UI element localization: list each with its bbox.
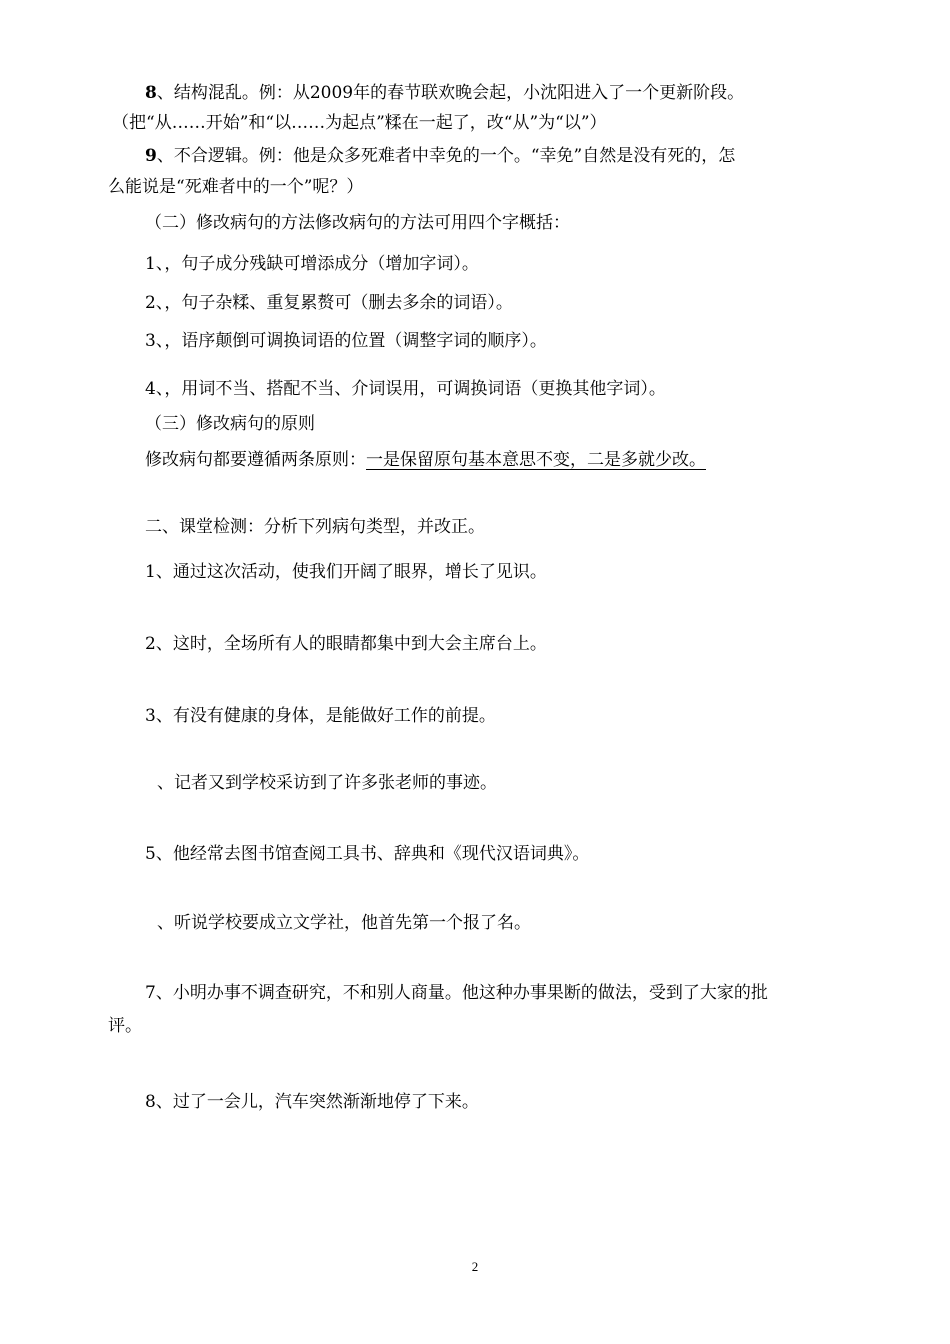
principles-heading: （三）修改病句的原则 [145, 414, 315, 434]
error-type-9 [145, 141, 735, 171]
exercise-item: 2、这时，全场所有人的眼睛都集中到大会主席台上。 [145, 634, 547, 654]
exercise-item: 3、有没有健康的身体，是能做好工作的前提。 [145, 706, 496, 726]
exercise-item: 7、小明办事不调查研究，不和别人商量。他这种办事果断的做法，受到了大家的批 [145, 983, 768, 1003]
exercise-item-continued: 评。 [108, 1016, 142, 1036]
method-item: 1、，句子成分残缺可增添成分（增加字词）。 [145, 254, 479, 274]
exercise-item: 1、通过这次活动，使我们开阔了眼界，增长了见识。 [145, 562, 547, 582]
error-type-9-text: 、不合逻辑。例：他是众多死难者中幸免的一个。“幸免”自然是没有死的，怎 [156, 146, 736, 166]
error-type-8-text: 、结构混乱。例：从2009年的春节联欢晚会起，小沈阳进入了一个更新阶段。 [156, 83, 745, 103]
exercise-heading: 二、课堂检测：分析下列病句类型，并改正。 [145, 517, 485, 537]
methods-heading: （二）修改病句的方法修改病句的方法可用四个字概括： [145, 213, 570, 233]
error-type-9-continued: 么能说是“死难者中的一个”呢？） [108, 177, 364, 197]
method-item: 2、，句子杂糅、重复累赘可（删去多余的词语）。 [145, 293, 513, 313]
exercise-item: 、听说学校要成立文学社，他首先第一个报了名。 [157, 913, 531, 933]
principles-underlined: 一是保留原句基本意思不变，二是多就少改。 [366, 450, 706, 470]
method-item: 4、，用词不当、搭配不当、介词误用，可调换词语（更换其他字词）。 [145, 379, 666, 399]
method-item: 3、，语序颠倒可调换词语的位置（调整字词的顺序）。 [145, 331, 547, 351]
error-type-8-note: （把“从……开始”和“以……为起点”糅在一起了，改“从”为“以”） [112, 113, 607, 133]
exercise-item: 8、过了一会儿，汽车突然渐渐地停了下来。 [145, 1092, 479, 1112]
error-type-8 [145, 78, 744, 108]
exercise-item: 5、他经常去图书馆查阅工具书、辞典和《现代汉语词典》。 [145, 844, 590, 864]
page-number: 2 [471, 1259, 479, 1274]
principles-text [145, 445, 706, 475]
error-type-8-number: 8 [145, 83, 157, 103]
exercise-item: 、记者又到学校采访到了许多张老师的事迹。 [157, 773, 497, 793]
error-type-9-number: 9 [145, 146, 157, 166]
principles-lead: 修改病句都要遵循两条原则： [145, 450, 366, 470]
